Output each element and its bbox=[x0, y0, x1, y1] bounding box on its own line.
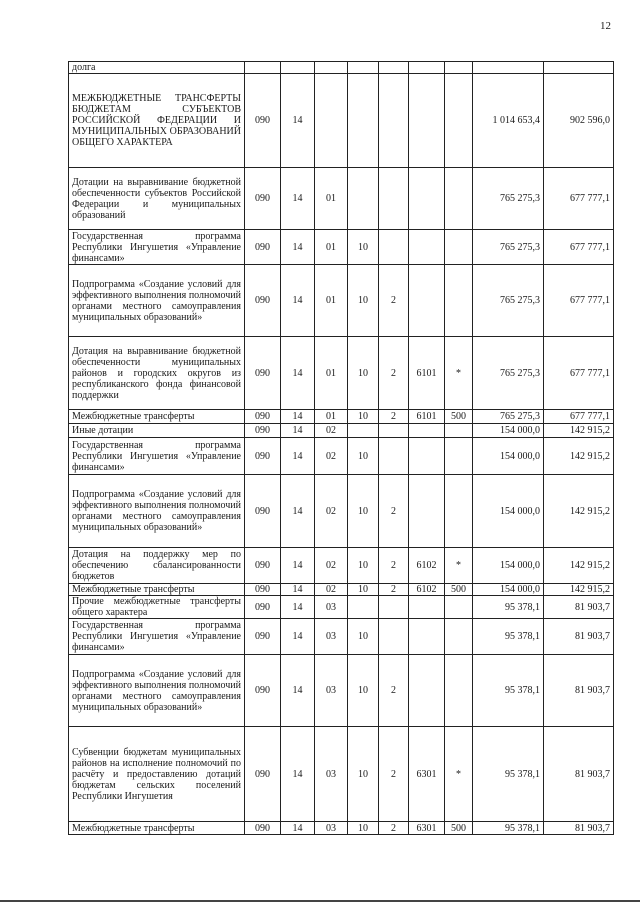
row-sum-first-cell: 154 000,0 bbox=[473, 584, 544, 596]
row-code-pr-cell: 02 bbox=[315, 438, 348, 475]
row-code-direction-cell bbox=[409, 265, 445, 337]
row-sum-first-cell: 765 275,3 bbox=[473, 410, 544, 424]
row-code-vr-cell: 500 bbox=[445, 410, 473, 424]
row-code-direction-cell bbox=[409, 619, 445, 655]
row-code-pr-cell: 03 bbox=[315, 596, 348, 619]
row-code-direction-cell bbox=[409, 655, 445, 727]
row-code-subprogram-cell bbox=[379, 74, 409, 168]
row-sum-first-cell: 765 275,3 bbox=[473, 168, 544, 230]
row-code-vr-cell: * bbox=[445, 548, 473, 584]
row-sum-first-cell: 95 378,1 bbox=[473, 822, 544, 835]
row-code-pr-cell: 01 bbox=[315, 410, 348, 424]
row-sum-second-cell: 81 903,7 bbox=[544, 619, 614, 655]
row-sum-second-cell: 902 596,0 bbox=[544, 74, 614, 168]
table-row bbox=[69, 438, 614, 475]
row-code-subprogram-cell: 2 bbox=[379, 410, 409, 424]
row-code-program-cell: 10 bbox=[348, 619, 379, 655]
row-sum-first-cell: 154 000,0 bbox=[473, 438, 544, 475]
row-code-rz-cell: 14 bbox=[281, 168, 315, 230]
table-row bbox=[69, 475, 614, 548]
row-code-gr-cell: 090 bbox=[245, 727, 281, 822]
row-code-rz-cell: 14 bbox=[281, 74, 315, 168]
row-code-direction-cell: 6301 bbox=[409, 727, 445, 822]
row-sum-first-cell bbox=[473, 62, 544, 74]
row-code-program-cell bbox=[348, 424, 379, 438]
row-sum-second-cell: 677 777,1 bbox=[544, 337, 614, 410]
row-code-rz-cell bbox=[281, 62, 315, 74]
row-code-direction-cell bbox=[409, 74, 445, 168]
row-sum-first-cell: 765 275,3 bbox=[473, 230, 544, 265]
row-code-vr-cell: 500 bbox=[445, 822, 473, 835]
row-code-program-cell bbox=[348, 596, 379, 619]
row-code-vr-cell bbox=[445, 424, 473, 438]
row-name-cell: Подпрограмма «Создание условий для эффективного выполнения полномочий органами местного самоуправления муниципальных образований» bbox=[69, 475, 245, 548]
row-name-cell: Иные дотации bbox=[69, 424, 245, 438]
row-name-cell: Дотация на выравнивание бюджетной обеспеченности муниципальных районов и городских округов из республиканского фонда финансовой поддержки bbox=[69, 337, 245, 410]
row-code-vr-cell: 500 bbox=[445, 584, 473, 596]
row-code-subprogram-cell bbox=[379, 168, 409, 230]
row-code-gr-cell bbox=[245, 62, 281, 74]
row-code-pr-cell: 02 bbox=[315, 424, 348, 438]
row-code-program-cell: 10 bbox=[348, 584, 379, 596]
table-row bbox=[69, 584, 614, 596]
row-code-subprogram-cell bbox=[379, 230, 409, 265]
row-code-vr-cell bbox=[445, 168, 473, 230]
row-code-program-cell: 10 bbox=[348, 438, 379, 475]
row-sum-first-cell: 154 000,0 bbox=[473, 475, 544, 548]
row-sum-second-cell: 142 915,2 bbox=[544, 584, 614, 596]
row-code-gr-cell: 090 bbox=[245, 475, 281, 548]
row-sum-first-cell: 154 000,0 bbox=[473, 424, 544, 438]
row-sum-second-cell: 81 903,7 bbox=[544, 596, 614, 619]
row-code-direction-cell bbox=[409, 475, 445, 548]
row-code-program-cell bbox=[348, 74, 379, 168]
row-name-cell: Прочие межбюджетные трансферты общего характера bbox=[69, 596, 245, 619]
row-code-direction-cell bbox=[409, 62, 445, 74]
row-code-direction-cell: 6101 bbox=[409, 410, 445, 424]
row-code-subprogram-cell: 2 bbox=[379, 584, 409, 596]
row-code-program-cell: 10 bbox=[348, 727, 379, 822]
row-code-pr-cell: 01 bbox=[315, 337, 348, 410]
row-sum-second-cell: 142 915,2 bbox=[544, 424, 614, 438]
row-name-cell: Государственная программа Республики Ингушетия «Управление финансами» bbox=[69, 619, 245, 655]
row-sum-first-cell: 95 378,1 bbox=[473, 655, 544, 727]
row-code-direction-cell: 6102 bbox=[409, 584, 445, 596]
row-code-subprogram-cell: 2 bbox=[379, 475, 409, 548]
row-code-rz-cell: 14 bbox=[281, 424, 315, 438]
row-sum-first-cell: 765 275,3 bbox=[473, 265, 544, 337]
table-row bbox=[69, 548, 614, 584]
row-code-gr-cell: 090 bbox=[245, 424, 281, 438]
row-code-subprogram-cell: 2 bbox=[379, 548, 409, 584]
row-code-program-cell: 10 bbox=[348, 230, 379, 265]
row-sum-second-cell: 142 915,2 bbox=[544, 438, 614, 475]
row-code-gr-cell: 090 bbox=[245, 74, 281, 168]
row-code-direction-cell: 6102 bbox=[409, 548, 445, 584]
row-sum-second-cell: 677 777,1 bbox=[544, 265, 614, 337]
row-code-program-cell bbox=[348, 62, 379, 74]
row-code-pr-cell: 03 bbox=[315, 655, 348, 727]
row-code-gr-cell: 090 bbox=[245, 548, 281, 584]
table-row bbox=[69, 337, 614, 410]
table-row bbox=[69, 230, 614, 265]
row-sum-first-cell: 95 378,1 bbox=[473, 727, 544, 822]
table-row bbox=[69, 168, 614, 230]
table-row bbox=[69, 410, 614, 424]
row-code-direction-cell bbox=[409, 230, 445, 265]
row-name-cell: Дотация на поддержку мер по обеспечению сбалансированности бюджетов bbox=[69, 548, 245, 584]
row-name-cell: Государственная программа Республики Ингушетия «Управление финансами» bbox=[69, 438, 245, 475]
row-sum-second-cell: 677 777,1 bbox=[544, 230, 614, 265]
scan-edge-line bbox=[0, 900, 640, 902]
row-sum-first-cell: 1 014 653,4 bbox=[473, 74, 544, 168]
row-code-gr-cell: 090 bbox=[245, 655, 281, 727]
budget-table bbox=[68, 61, 614, 835]
row-sum-second-cell: 81 903,7 bbox=[544, 655, 614, 727]
row-code-pr-cell: 02 bbox=[315, 475, 348, 548]
row-code-rz-cell: 14 bbox=[281, 230, 315, 265]
table-row bbox=[69, 74, 614, 168]
row-code-rz-cell: 14 bbox=[281, 596, 315, 619]
row-code-program-cell: 10 bbox=[348, 265, 379, 337]
row-code-subprogram-cell: 2 bbox=[379, 265, 409, 337]
row-code-vr-cell bbox=[445, 475, 473, 548]
row-code-subprogram-cell: 2 bbox=[379, 337, 409, 410]
row-code-gr-cell: 090 bbox=[245, 410, 281, 424]
row-code-direction-cell bbox=[409, 438, 445, 475]
row-sum-first-cell: 95 378,1 bbox=[473, 596, 544, 619]
row-code-rz-cell: 14 bbox=[281, 438, 315, 475]
row-code-gr-cell: 090 bbox=[245, 265, 281, 337]
row-name-cell: Межбюджетные трансферты bbox=[69, 822, 245, 835]
row-code-vr-cell bbox=[445, 230, 473, 265]
row-code-pr-cell: 01 bbox=[315, 265, 348, 337]
row-code-subprogram-cell bbox=[379, 596, 409, 619]
row-code-direction-cell: 6301 bbox=[409, 822, 445, 835]
row-code-direction-cell bbox=[409, 168, 445, 230]
row-code-gr-cell: 090 bbox=[245, 584, 281, 596]
row-code-rz-cell: 14 bbox=[281, 619, 315, 655]
row-code-rz-cell: 14 bbox=[281, 727, 315, 822]
row-code-program-cell bbox=[348, 168, 379, 230]
row-code-direction-cell: 6101 bbox=[409, 337, 445, 410]
row-code-pr-cell: 02 bbox=[315, 548, 348, 584]
row-sum-second-cell: 677 777,1 bbox=[544, 168, 614, 230]
row-code-rz-cell: 14 bbox=[281, 584, 315, 596]
row-code-vr-cell bbox=[445, 265, 473, 337]
row-code-pr-cell: 02 bbox=[315, 584, 348, 596]
row-code-rz-cell: 14 bbox=[281, 822, 315, 835]
row-code-pr-cell: 01 bbox=[315, 168, 348, 230]
row-code-pr-cell bbox=[315, 62, 348, 74]
row-sum-second-cell: 81 903,7 bbox=[544, 822, 614, 835]
row-name-cell: Межбюджетные трансферты bbox=[69, 584, 245, 596]
row-code-pr-cell: 01 bbox=[315, 230, 348, 265]
table-row bbox=[69, 655, 614, 727]
row-code-rz-cell: 14 bbox=[281, 265, 315, 337]
row-code-subprogram-cell bbox=[379, 619, 409, 655]
row-sum-second-cell: 142 915,2 bbox=[544, 548, 614, 584]
row-code-rz-cell: 14 bbox=[281, 475, 315, 548]
row-sum-first-cell: 765 275,3 bbox=[473, 337, 544, 410]
row-sum-second-cell: 142 915,2 bbox=[544, 475, 614, 548]
row-code-vr-cell bbox=[445, 438, 473, 475]
row-code-pr-cell: 03 bbox=[315, 727, 348, 822]
row-code-vr-cell bbox=[445, 74, 473, 168]
table-row bbox=[69, 727, 614, 822]
row-code-subprogram-cell bbox=[379, 438, 409, 475]
row-name-cell: МЕЖБЮДЖЕТНЫЕ ТРАНСФЕРТЫ БЮДЖЕТАМ СУБЪЕКТОВ РОССИЙСКОЙ ФЕДЕРАЦИИ И МУНИЦИПАЛЬНЫХ ОБРАЗОВАНИЙ ОБЩЕГО ХАРАКТЕРА bbox=[69, 74, 245, 168]
row-code-rz-cell: 14 bbox=[281, 655, 315, 727]
row-code-gr-cell: 090 bbox=[245, 168, 281, 230]
table-row bbox=[69, 596, 614, 619]
row-name-cell: Подпрограмма «Создание условий для эффективного выполнения полномочий органами местного самоуправления муниципальных образований» bbox=[69, 265, 245, 337]
row-code-subprogram-cell bbox=[379, 62, 409, 74]
row-code-program-cell: 10 bbox=[348, 475, 379, 548]
row-sum-second-cell: 677 777,1 bbox=[544, 410, 614, 424]
row-code-rz-cell: 14 bbox=[281, 337, 315, 410]
row-code-gr-cell: 090 bbox=[245, 822, 281, 835]
table-row bbox=[69, 62, 614, 74]
row-code-vr-cell bbox=[445, 62, 473, 74]
row-code-gr-cell: 090 bbox=[245, 230, 281, 265]
row-code-pr-cell: 03 bbox=[315, 619, 348, 655]
row-name-cell: Подпрограмма «Создание условий для эффективного выполнения полномочий органами местного самоуправления муниципальных образований» bbox=[69, 655, 245, 727]
row-code-gr-cell: 090 bbox=[245, 596, 281, 619]
row-name-cell: Дотации на выравнивание бюджетной обеспеченности субъектов Российской Федерации и муниципальных образований bbox=[69, 168, 245, 230]
row-code-subprogram-cell: 2 bbox=[379, 822, 409, 835]
row-code-vr-cell bbox=[445, 619, 473, 655]
table-row bbox=[69, 265, 614, 337]
row-name-cell: долга bbox=[69, 62, 245, 74]
row-code-program-cell: 10 bbox=[348, 822, 379, 835]
row-code-subprogram-cell bbox=[379, 424, 409, 438]
table-row bbox=[69, 619, 614, 655]
row-code-gr-cell: 090 bbox=[245, 438, 281, 475]
row-code-program-cell: 10 bbox=[348, 337, 379, 410]
row-code-vr-cell: * bbox=[445, 727, 473, 822]
table-row bbox=[69, 424, 614, 438]
row-code-direction-cell bbox=[409, 596, 445, 619]
table-row bbox=[69, 822, 614, 835]
row-code-rz-cell: 14 bbox=[281, 410, 315, 424]
row-name-cell: Государственная программа Республики Ингушетия «Управление финансами» bbox=[69, 230, 245, 265]
row-name-cell: Межбюджетные трансферты bbox=[69, 410, 245, 424]
row-name-cell: Субвенции бюджетам муниципальных районов на исполнение полномочий по расчёту и предоставлению дотаций бюджетам сельских поселений Республики Ингушетия bbox=[69, 727, 245, 822]
row-code-program-cell: 10 bbox=[348, 410, 379, 424]
row-sum-first-cell: 154 000,0 bbox=[473, 548, 544, 584]
row-code-pr-cell bbox=[315, 74, 348, 168]
row-code-subprogram-cell: 2 bbox=[379, 655, 409, 727]
row-code-subprogram-cell: 2 bbox=[379, 727, 409, 822]
row-code-vr-cell bbox=[445, 596, 473, 619]
row-code-rz-cell: 14 bbox=[281, 548, 315, 584]
row-code-gr-cell: 090 bbox=[245, 619, 281, 655]
row-code-pr-cell: 03 bbox=[315, 822, 348, 835]
row-code-program-cell: 10 bbox=[348, 548, 379, 584]
row-sum-first-cell: 95 378,1 bbox=[473, 619, 544, 655]
row-code-direction-cell bbox=[409, 424, 445, 438]
row-code-vr-cell: * bbox=[445, 337, 473, 410]
row-sum-second-cell: 81 903,7 bbox=[544, 727, 614, 822]
row-code-program-cell: 10 bbox=[348, 655, 379, 727]
row-code-vr-cell bbox=[445, 655, 473, 727]
row-code-gr-cell: 090 bbox=[245, 337, 281, 410]
row-sum-second-cell bbox=[544, 62, 614, 74]
page-number: 12 bbox=[600, 20, 611, 32]
